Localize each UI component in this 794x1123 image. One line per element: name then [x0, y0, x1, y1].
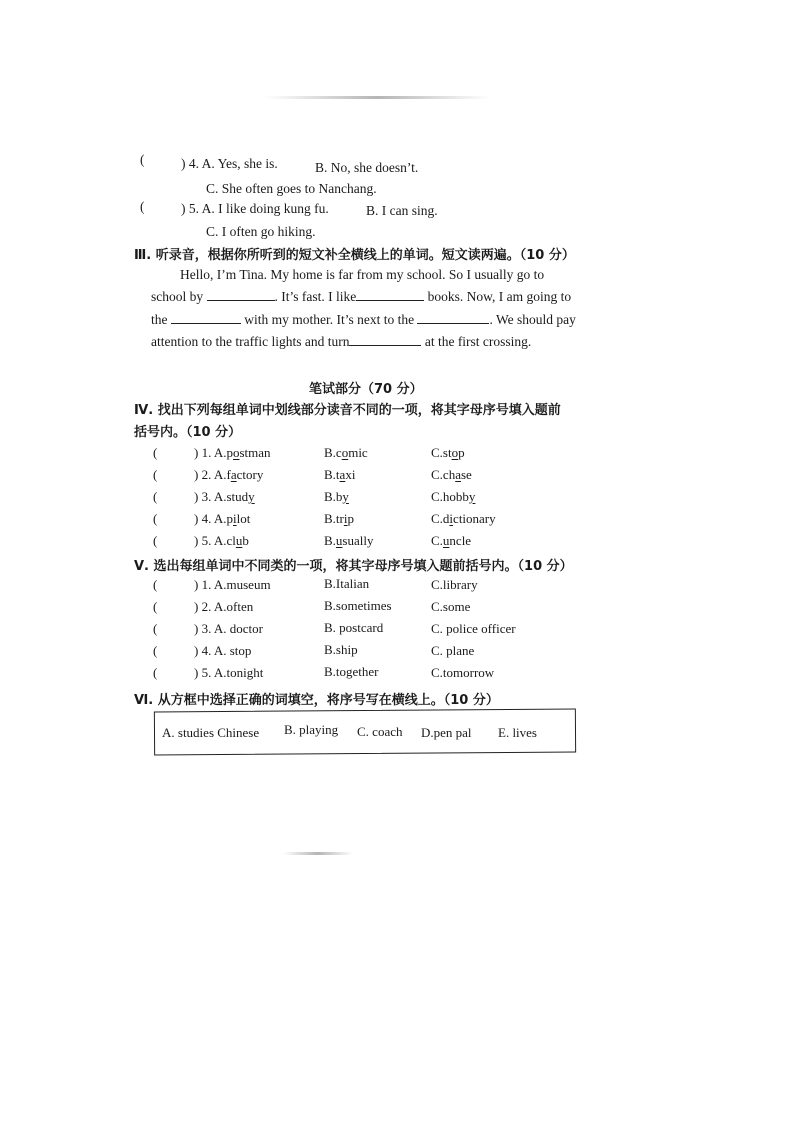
option-b: B.usually — [324, 533, 374, 548]
section-6-heading: Ⅵ. 从方框中选择正确的词填空，将序号写在横线上。（10 分） — [134, 693, 499, 708]
answer-blank-1[interactable] — [207, 289, 275, 301]
question-4-option-c: C. She often goes to Nanchang. — [206, 181, 377, 196]
option-a: ) 1. A.postman — [194, 445, 271, 460]
answer-blank-3[interactable] — [171, 312, 241, 324]
question-4-option-b: B. No, she doesn’t. — [315, 160, 419, 175]
answer-paren[interactable]: ( — [153, 599, 158, 614]
passage-text: at the first crossing. — [424, 334, 532, 349]
question-5-option-c: C. I often go hiking. — [206, 224, 316, 239]
word-option-a: A. studies Chinese — [162, 725, 260, 740]
section-4-heading-line-2: 括号内。（10 分） — [134, 425, 242, 440]
passage-text: the — [151, 312, 168, 327]
passage-text: attention to the traffic lights and turn — [151, 334, 350, 349]
question-5-option-b: B. I can sing. — [366, 203, 438, 218]
answer-paren[interactable]: ( — [153, 467, 158, 482]
option-c: C.some — [431, 599, 471, 614]
passage-line-1: Hello, I’m Tina. My home is far from my school. So I usually go to — [180, 267, 545, 282]
passage-text: school by — [151, 289, 204, 304]
answer-paren[interactable]: ( — [153, 621, 158, 636]
word-option-d: D.pen pal — [421, 725, 472, 740]
option-a: ) 2. A.factory — [194, 467, 264, 482]
option-a: ) 4. A. stop — [194, 643, 252, 658]
section-5-heading: Ⅴ. 选出每组单词中不同类的一项，将其字母序号填入题前括号内。（10 分） — [134, 559, 573, 574]
section-4-heading-line-1: Ⅳ. 找出下列每组单词中划线部分读音不同的一项，将其字母序号填入题前 — [134, 403, 561, 418]
option-b: B. postcard — [324, 620, 384, 635]
option-b: B.together — [324, 664, 379, 679]
question-5-paren: ( — [140, 199, 145, 214]
answer-paren[interactable]: ( — [153, 533, 158, 548]
option-c: C. plane — [431, 643, 475, 658]
section-3-heading: Ⅲ. 听录音，根据你所听到的短文补全横线上的单词。短文读两遍。（10 分） — [134, 248, 575, 263]
option-c: C.chase — [431, 467, 472, 482]
option-a: ) 3. A.study — [194, 489, 255, 504]
question-5-option-a: ) 5. A. I like doing kung fu. — [181, 201, 329, 216]
answer-blank-2[interactable] — [356, 289, 424, 301]
option-a: ) 2. A.often — [194, 599, 254, 614]
option-a: ) 3. A. doctor — [194, 621, 263, 636]
word-option-c: C. coach — [357, 724, 403, 739]
scan-smudge-top — [265, 96, 490, 99]
passage-text: with my mother. It’s next to the — [244, 312, 415, 327]
option-b: B.comic — [324, 445, 368, 460]
option-a: ) 5. A.club — [194, 533, 249, 548]
option-c: C. police officer — [431, 621, 516, 636]
option-b: B.ship — [324, 642, 358, 657]
question-4-option-a: ) 4. A. Yes, she is. — [181, 156, 278, 171]
passage-text: . We should pay — [489, 312, 576, 327]
option-b: B.by — [324, 489, 349, 504]
passage-text: . It’s fast. I like — [274, 289, 357, 304]
passage-text: books. Now, I am going to — [427, 289, 572, 304]
answer-paren[interactable]: ( — [153, 577, 158, 592]
scan-smudge-bottom — [283, 852, 353, 855]
option-c: C.tomorrow — [431, 665, 495, 680]
option-c: C.stop — [431, 445, 465, 460]
answer-paren[interactable]: ( — [153, 665, 158, 680]
passage-line-3 — [151, 312, 576, 328]
option-a: ) 5. A.tonight — [194, 665, 264, 680]
answer-paren[interactable]: ( — [153, 511, 158, 526]
option-a: ) 4. A.pilot — [194, 511, 251, 526]
answer-paren[interactable]: ( — [153, 445, 158, 460]
passage-line-4 — [151, 334, 531, 350]
option-c: C.library — [431, 577, 478, 592]
written-part-title: 笔试部分（70 分） — [309, 382, 423, 397]
passage-line-2 — [151, 289, 571, 305]
answer-blank-5[interactable] — [349, 334, 421, 346]
question-4-paren: ( — [140, 152, 145, 167]
option-c: C.uncle — [431, 533, 472, 548]
word-option-e: E. lives — [498, 725, 537, 740]
option-b: B.trip — [324, 511, 354, 526]
option-b: B.sometimes — [324, 598, 392, 613]
answer-blank-4[interactable] — [417, 312, 489, 324]
option-a: ) 1. A.museum — [194, 577, 271, 592]
answer-paren[interactable]: ( — [153, 489, 158, 504]
option-c: C.dictionary — [431, 511, 496, 526]
word-option-b: B. playing — [284, 722, 339, 737]
option-b: B.taxi — [324, 467, 356, 482]
option-b: B.Italian — [324, 576, 370, 591]
option-c: C.hobby — [431, 489, 476, 504]
answer-paren[interactable]: ( — [153, 643, 158, 658]
